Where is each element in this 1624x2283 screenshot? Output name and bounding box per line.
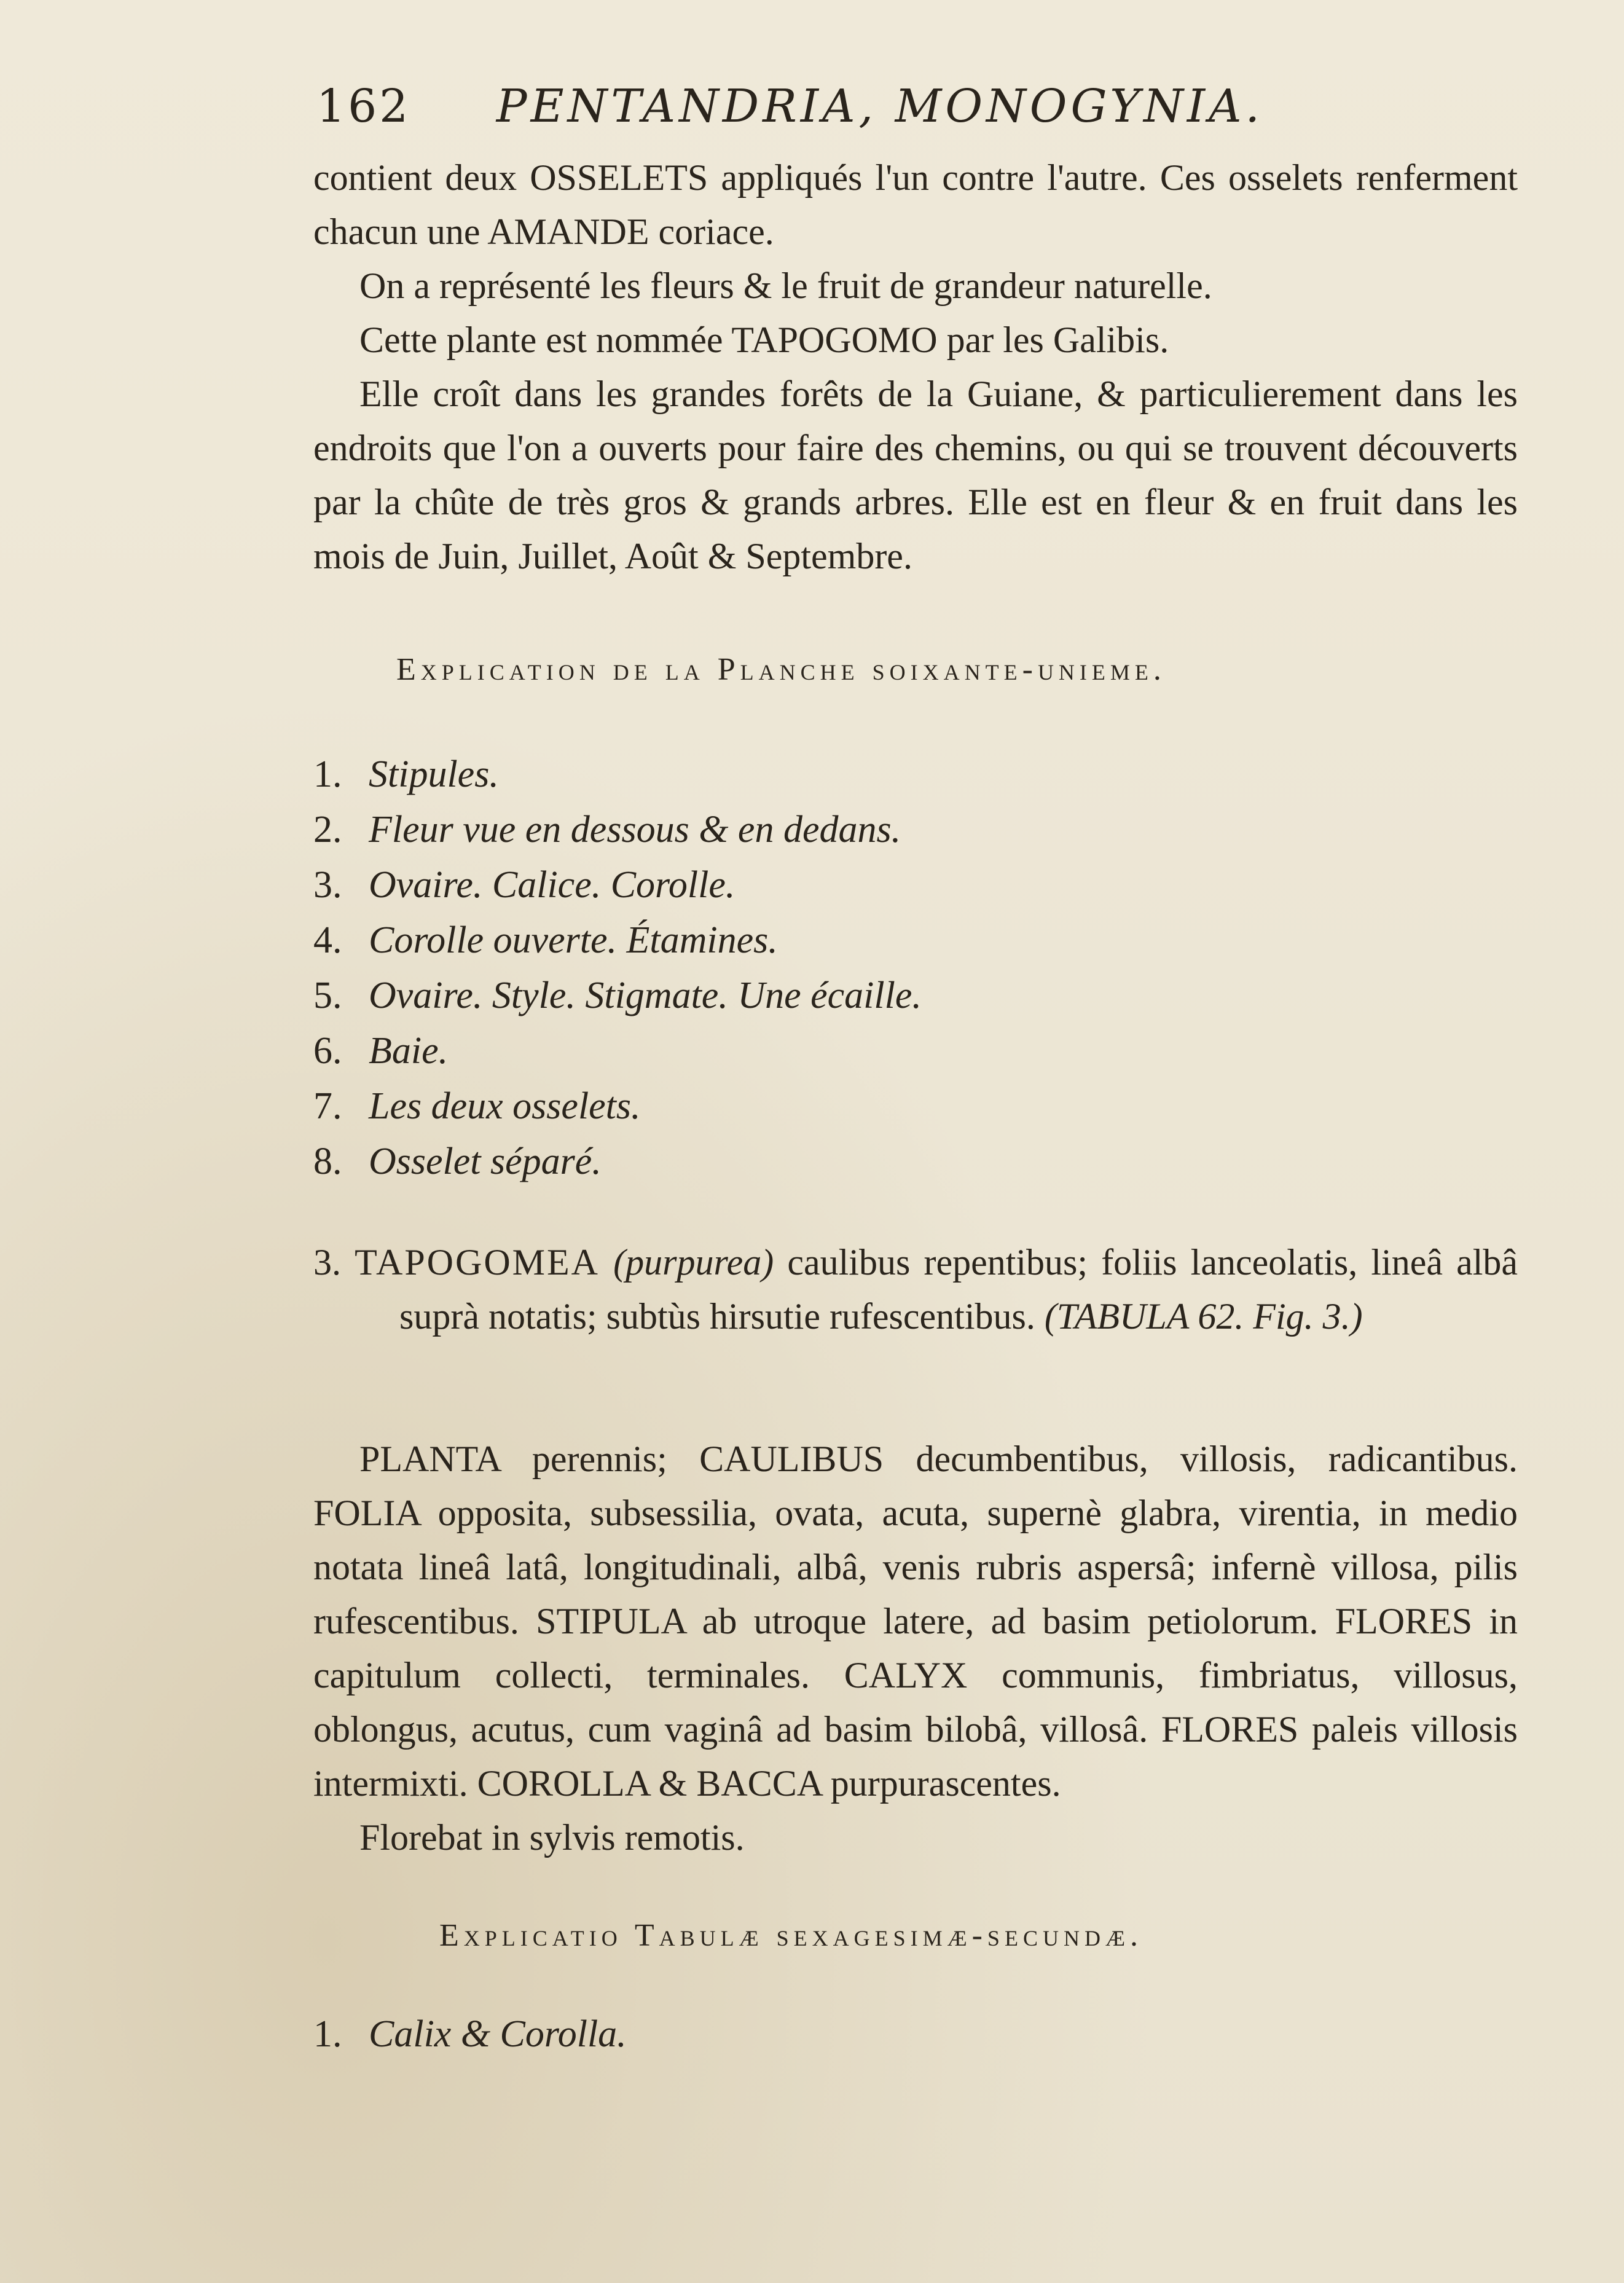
paragraph: contient deux OSSELETS appliqués l'un contre l'autre. Ces osselets renferment chacun une AMANDE coriace. xyxy=(313,157,1518,252)
french-description xyxy=(313,151,1518,583)
list-item: 3. Ovaire. Calice. Corolle. xyxy=(313,864,736,906)
list-item: 4. Corolle ouverte. Étamines. xyxy=(313,919,778,961)
list-item: 7. Les deux osselets. xyxy=(313,1085,641,1127)
page-number: 162 xyxy=(316,80,411,133)
paragraph: Florebat in sylvis remotis. xyxy=(359,1817,745,1858)
species-number: 3. xyxy=(313,1242,341,1283)
plate-explicatio-heading: Explicatio Tabulæ sexagesimæ-secundæ. xyxy=(439,1918,1143,1953)
list-item: 5. Ovaire. Style. Stigmate. Une écaille. xyxy=(313,975,922,1016)
list-item: 1. Calix & Corolla. xyxy=(313,2013,627,2055)
paragraph: Elle croît dans les grandes forêts de la Guiane, & particulierement dans les endroits que l'on a ouverts pour faire des chemins, ou qui se trouvent découverts par la chûte de très gros & grands arbres. Elle est en fleur & en fruit dans les mois de Juin, Juillet, Août & Septembre. xyxy=(313,374,1518,576)
paragraph: On a représenté les fleurs & le fruit de grandeur naturelle. xyxy=(359,265,1212,306)
list-item: 8. Osselet séparé. xyxy=(313,1141,602,1182)
figure-list xyxy=(313,747,1481,1189)
latin-figure-list xyxy=(313,2006,1481,2062)
list-item: 2. Fleur vue en dessous & en dedans. xyxy=(313,809,901,851)
paragraph: Cette plante est nommée TAPOGOMO par les Galibis. xyxy=(359,320,1169,360)
paragraph: PLANTA perennis; CAULIBUS decumbentibus, villosis, radicantibus. FOLIA opposita, subsessilia, ovata, acuta, supernè glabra, virentia, in medio notata lineâ latâ, longitudinali, albâ, venis rubris aspersâ; infernè villosa, pilis rufescentibus. STIPULA ab utroque latere, ad basim petiolorum. FLORES in capitulum collecti, terminales. CALYX communis, fimbriatus, villosus, oblongus, acutus, cum vaginâ ad basim bilobâ, villosâ. FLORES paleis villosis intermixti. COROLLA & BACCA purpurascentes. xyxy=(313,1439,1518,1804)
species-diagnosis xyxy=(313,1235,1518,1343)
plate-reference: (TABULA 62. Fig. 3.) xyxy=(1044,1296,1363,1337)
diagnosis-text: caulibus repentibus; foliis lanceolatis, lineâ albâ suprà notatis; subtùs hirsutie rufescentibus. xyxy=(399,1242,1518,1337)
list-item: 6. Baie. xyxy=(313,1030,449,1072)
genus-name: TAPOGOMEA xyxy=(355,1242,600,1283)
latin-description xyxy=(313,1432,1518,1865)
running-header xyxy=(316,80,1435,133)
plate-explanation-heading: Explication de la Planche soixante-unieme. xyxy=(396,652,1166,687)
list-item: 1. Stipules. xyxy=(313,753,499,795)
page-title: PENTANDRIA, MONOGYNIA. xyxy=(496,80,1264,133)
species-epithet: (purpurea) xyxy=(613,1242,774,1283)
species-entry xyxy=(313,1235,1518,1343)
